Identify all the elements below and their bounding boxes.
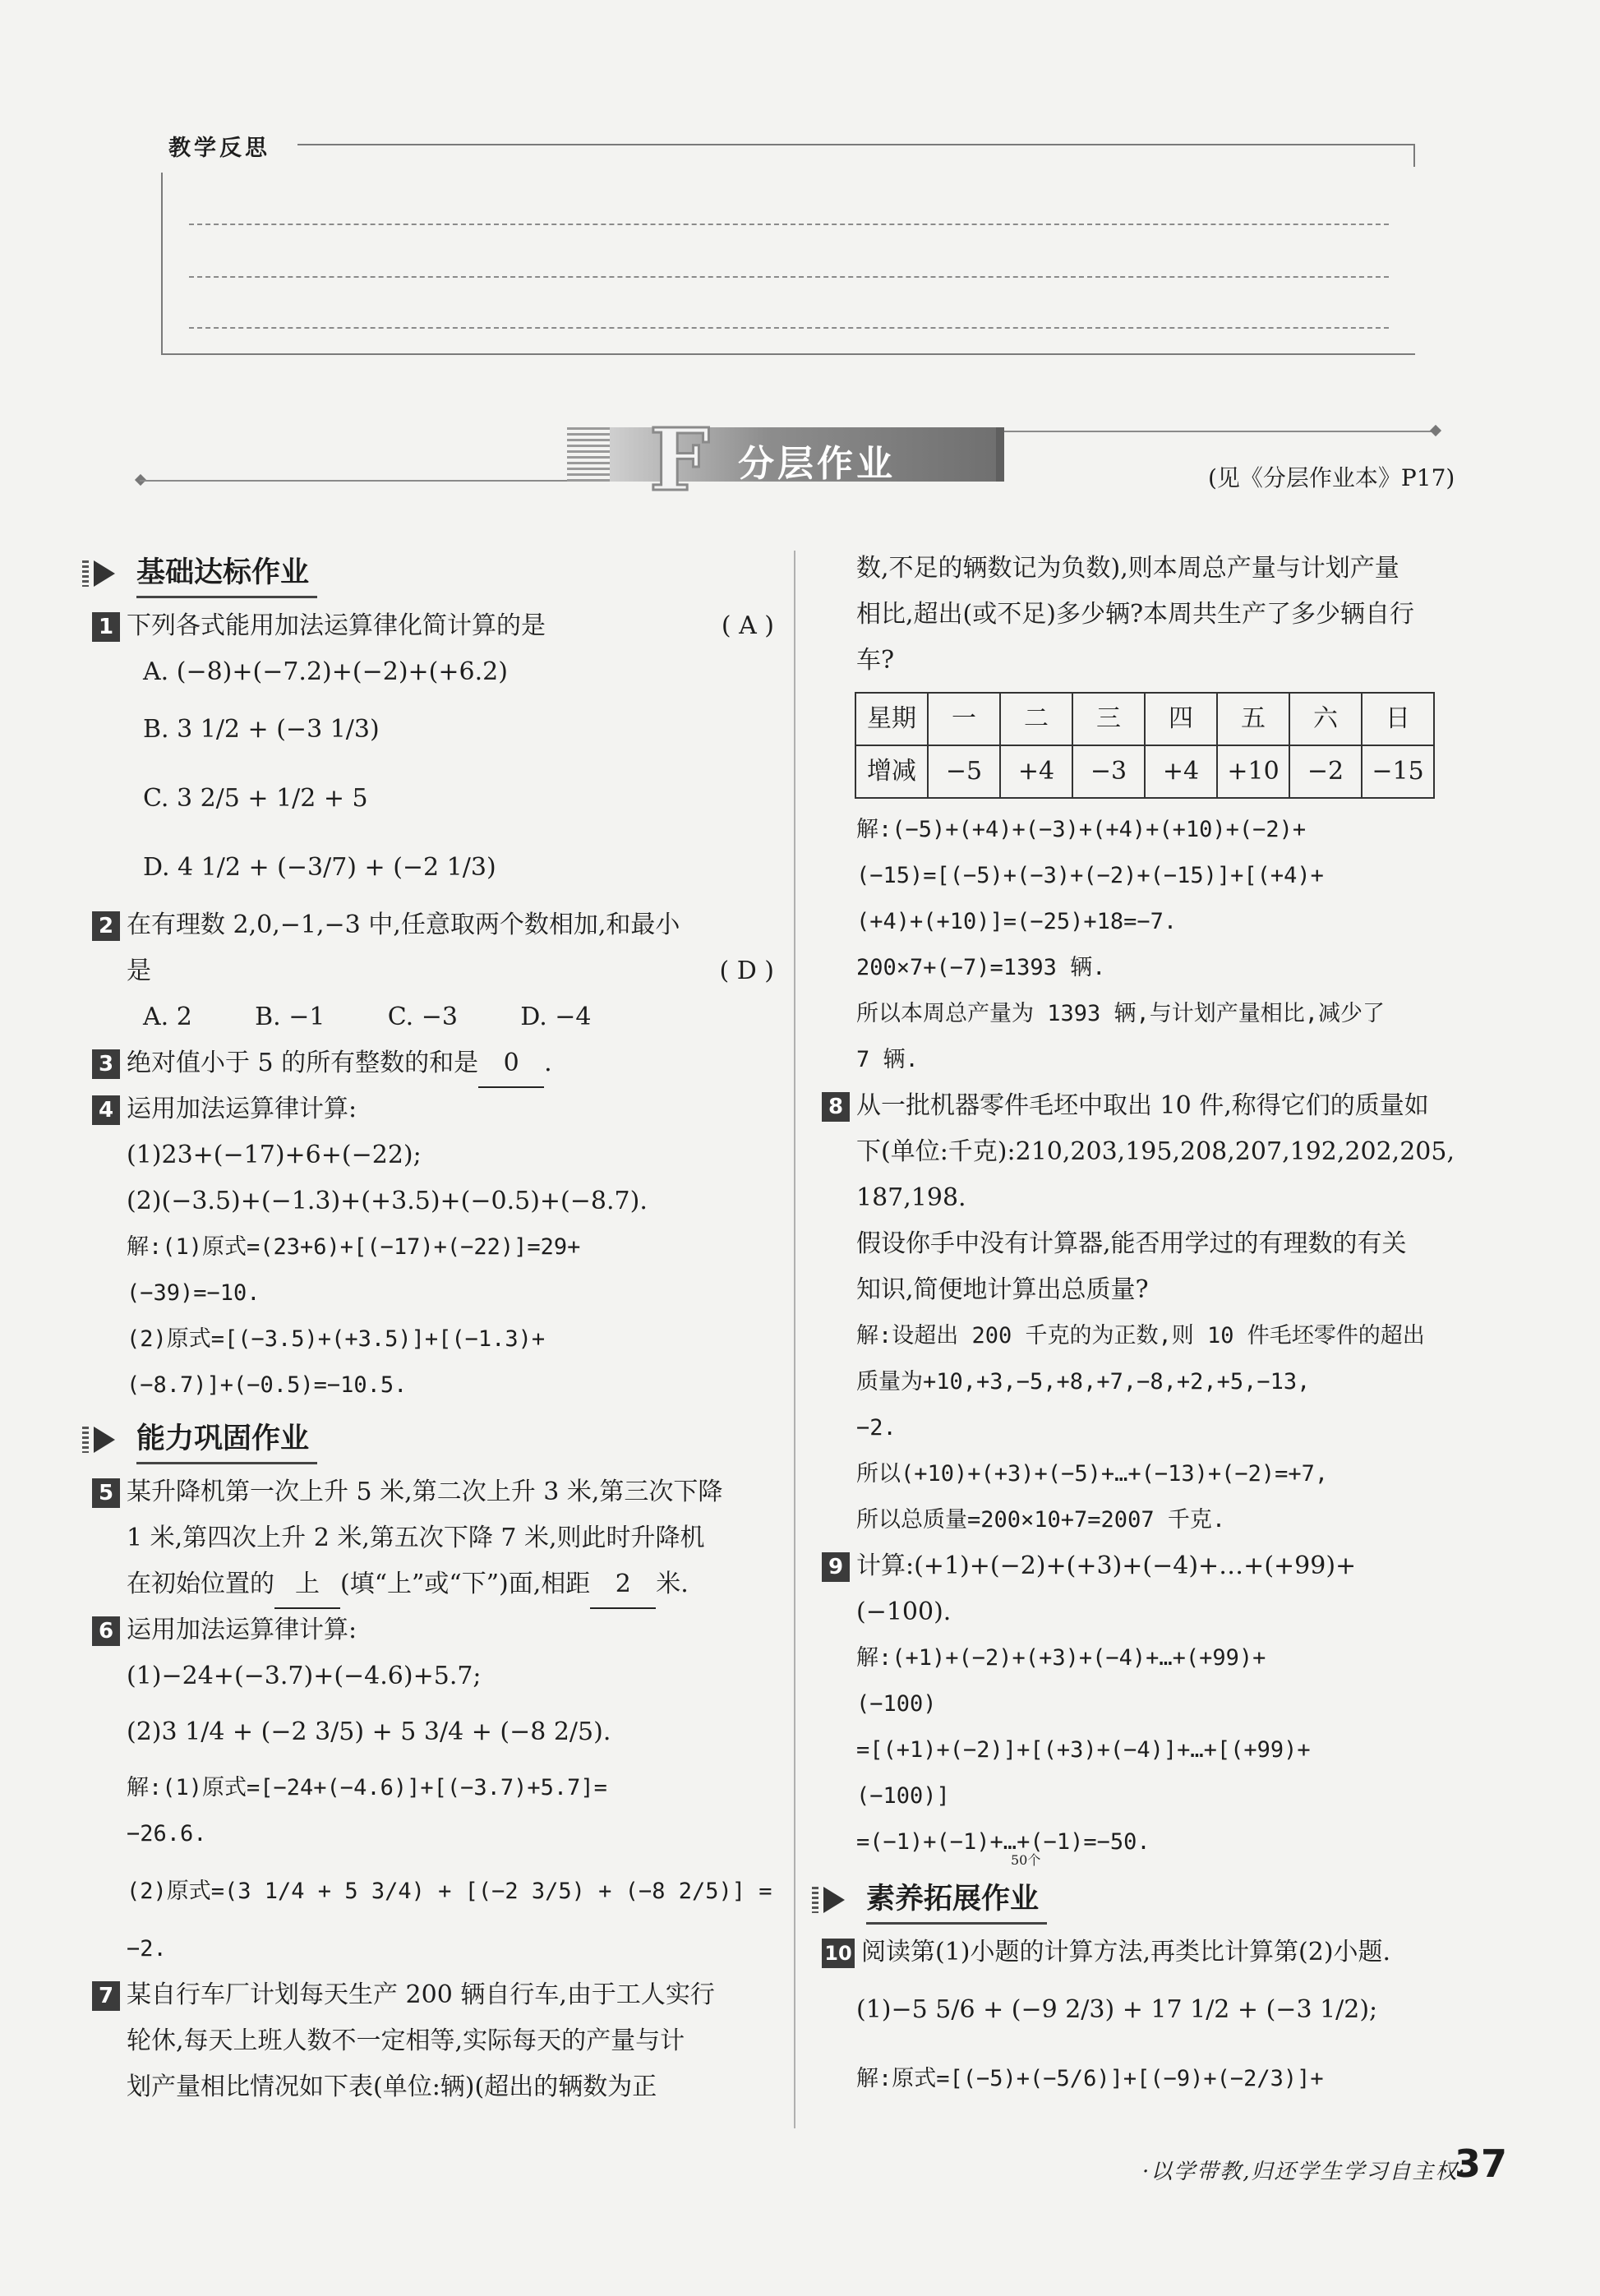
- table-cell: −15: [1362, 745, 1434, 798]
- page-number: 37: [1455, 2142, 1508, 2186]
- question-stem: 下(单位:千克):210,203,195,208,207,192,202,205,: [856, 1137, 1455, 1166]
- table-cell: 星期: [855, 693, 928, 745]
- question-options: A. 2 B. −1 C. −3 D. −4: [143, 1003, 592, 1031]
- option-c: C. 3 2/5 + 1/2 + 5: [143, 784, 368, 813]
- question-1: [92, 603, 774, 649]
- solution-line: 解:(+1)+(−2)+(+3)+(−4)+…+(+99)+: [856, 1645, 1266, 1671]
- question-stem: 在初始位置的: [127, 1570, 274, 1598]
- data-table: [855, 692, 1435, 799]
- table-row: [855, 693, 1434, 745]
- question-9: [822, 1543, 1496, 1589]
- solution-line: (−39)=−10.: [127, 1280, 261, 1306]
- reflection-line: [189, 327, 1389, 329]
- solution-line: 解:(1)原式=[−24+(−4.6)]+[(−3.7)+5.7]=: [127, 1775, 607, 1800]
- section-title: 基础达标作业: [136, 550, 317, 598]
- solution-line: 200×7+(−7)=1393 辆.: [856, 955, 1106, 980]
- question-stem: 知识,简便地计算出总质量?: [856, 1275, 1149, 1304]
- question-stem: 数,不足的辆数记为负数),则本周总产量与计划产量: [856, 554, 1399, 583]
- banner-end-bar: [996, 427, 1004, 482]
- sub-problem: (1)23+(−17)+6+(−22);: [127, 1141, 422, 1169]
- question-7: [92, 1972, 774, 2018]
- solution-line: 所以总质量=200×10+7=2007 千克.: [856, 1507, 1226, 1533]
- question-number: 2: [92, 911, 120, 941]
- section-title: 能力巩固作业: [136, 1416, 317, 1464]
- question-5-line3: [127, 1561, 774, 1607]
- banner-rule-left: [140, 480, 616, 482]
- table-cell: 五: [1217, 693, 1289, 745]
- question-stem: 运用加法运算律计算:: [127, 1616, 357, 1644]
- table-cell: 一: [928, 693, 1000, 745]
- solution-line: 所以(+10)+(+3)+(−5)+…+(−13)+(−2)=+7,: [856, 1461, 1329, 1487]
- answer-blank: 上: [274, 1561, 340, 1609]
- reflection-line: [189, 276, 1389, 278]
- table-cell: +4: [1145, 745, 1217, 798]
- table-cell: 四: [1145, 693, 1217, 745]
- question-stem: 阅读第(1)小题的计算方法,再类比计算第(2)小题.: [861, 1938, 1391, 1966]
- solution-line: 解:原式=[(−5)+(−5/6)]+[(−9)+(−2/3)]+: [856, 2066, 1324, 2091]
- question-5: [92, 1469, 774, 1515]
- question-stem: 从一批机器零件毛坯中取出 10 件,称得它们的质量如: [856, 1091, 1429, 1120]
- reflection-rule: [297, 144, 1415, 145]
- question-stem: 在有理数 2,0,−1,−3 中,任意取两个数相加,和最小: [127, 911, 680, 939]
- section-ability: [82, 1413, 774, 1466]
- question-2-line2: [127, 948, 774, 994]
- question-stem: 米.: [656, 1570, 689, 1598]
- table-cell: +10: [1217, 745, 1289, 798]
- solution-line: 7 辆.: [856, 1047, 919, 1072]
- banner-stripes: [567, 427, 616, 482]
- question-number: 3: [92, 1049, 120, 1079]
- table-cell: −5: [928, 745, 1000, 798]
- question-number: 5: [92, 1478, 120, 1508]
- question-stem: 187,198.: [856, 1183, 966, 1212]
- section-literacy: [812, 1874, 1496, 1926]
- solution-line: (2)原式=[(−3.5)+(+3.5)]+[(−1.3)+: [127, 1326, 546, 1352]
- question-stem: 1 米,第四次上升 2 米,第五次下降 7 米,则此时升降机: [127, 1524, 705, 1552]
- reflection-frame-left: [161, 173, 163, 353]
- question-stem: 车?: [856, 646, 895, 675]
- reflection-title: 教学反思: [168, 136, 270, 161]
- reflection-rule-end: [1413, 144, 1415, 167]
- solution-line: (−100): [856, 1691, 937, 1717]
- question-answer: ( A ): [721, 611, 774, 640]
- diamond-icon: [1430, 425, 1441, 436]
- question-stem: 划产量相比情况如下表(单位:辆)(超出的辆数为正: [127, 2072, 657, 2101]
- table-cell: 六: [1289, 693, 1362, 745]
- answer-blank: 2: [590, 1561, 656, 1609]
- punctuation: .: [544, 1049, 552, 1077]
- solution-line: 解:设超出 200 千克的为正数,则 10 件毛坯零件的超出: [856, 1323, 1425, 1349]
- table-cell: −2: [1289, 745, 1362, 798]
- banner-reference: (见《分层作业本》P17): [1208, 464, 1455, 491]
- sub-problem: (1)−5 5/6 + (−9 2/3) + 17 1/2 + (−3 1/2);: [856, 1995, 1378, 2024]
- section-title: 素养拓展作业: [866, 1876, 1047, 1925]
- question-number: 8: [822, 1092, 850, 1122]
- solution-line: −26.6.: [127, 1821, 207, 1846]
- solution-line: (−100)]: [856, 1783, 950, 1809]
- question-stem: (−100).: [856, 1598, 952, 1626]
- question-stem: 下列各式能用加法运算律化简计算的是: [127, 611, 546, 640]
- question-answer: ( D ): [719, 957, 774, 985]
- solution-line: −2.: [127, 1936, 167, 1962]
- option-b: B. 3 1/2 + (−3 1/3): [143, 715, 380, 744]
- question-stem: 相比,超出(或不足)多少辆?本周共生产了多少辆自行: [856, 600, 1415, 629]
- table-cell: −3: [1072, 745, 1145, 798]
- question-number: 4: [92, 1095, 120, 1125]
- sub-problem: (2)(−3.5)+(−1.3)+(+3.5)+(−0.5)+(−8.7).: [127, 1187, 648, 1215]
- question-stem: 是: [127, 957, 151, 985]
- question-number: 1: [92, 612, 120, 642]
- question-stem: 某升降机第一次上升 5 米,第二次上升 3 米,第三次下降: [127, 1478, 723, 1506]
- banner-title: 分层作业: [738, 443, 896, 485]
- brace-note: 50个: [1011, 1852, 1041, 1868]
- question-10: [822, 1929, 1496, 1976]
- question-stem: 轮休,每天上班人数不一定相等,实际每天的产量与计: [127, 2026, 685, 2055]
- question-2: [92, 902, 774, 948]
- question-stem: 某自行车厂计划每天生产 200 辆自行车,由于工人实行: [127, 1980, 715, 2009]
- solution-line: 所以本周总产量为 1393 辆,与计划产量相比,减少了: [856, 1001, 1386, 1026]
- footer-motto: ·以学带教,归还学生学习自主权·: [1142, 2160, 1467, 2184]
- banner-rule-right: [1004, 431, 1432, 432]
- question-4: [92, 1086, 774, 1132]
- column-separator: [794, 551, 795, 2128]
- question-stem: 计算:(+1)+(−2)+(+3)+(−4)+…+(+99)+: [856, 1551, 1357, 1580]
- question-stem: 假设你手中没有计算器,能否用学过的有理数的有关: [856, 1229, 1407, 1258]
- reflection-line: [189, 224, 1389, 225]
- table-cell: 二: [1000, 693, 1072, 745]
- section-arrow-icon: [82, 556, 125, 592]
- solution-line: 解:(1)原式=(23+6)+[(−17)+(−22)]=29+: [127, 1234, 581, 1260]
- option-d: D. 4 1/2 + (−3/7) + (−2 1/3): [143, 853, 496, 882]
- right-column: [822, 546, 1496, 2114]
- section-arrow-icon: [82, 1422, 125, 1458]
- solution-line: 解:(−5)+(+4)+(−3)+(+4)+(+10)+(−2)+: [856, 817, 1307, 842]
- solution-line: −2.: [856, 1415, 897, 1441]
- table-cell: 三: [1072, 693, 1145, 745]
- solution-line: (−15)=[(−5)+(−3)+(−2)+(−15)]+[(+4)+: [856, 863, 1324, 888]
- banner-letter: F: [649, 409, 710, 510]
- answer-blank: 0: [478, 1040, 544, 1088]
- reflection-frame-bottom: [161, 353, 1415, 355]
- question-stem: 绝对值小于 5 的所有整数的和是: [127, 1049, 479, 1077]
- question-number: 9: [822, 1552, 850, 1582]
- table-cell: 日: [1362, 693, 1434, 745]
- solution-line: (2)原式=(3 1/4 + 5 3/4) + [(−2 3/5) + (−8 2/5)] =: [127, 1879, 772, 1904]
- sub-problem: (1)−24+(−3.7)+(−4.6)+5.7;: [127, 1662, 482, 1690]
- solution-line: =[(+1)+(−2)]+[(+3)+(−4)]+…+[(+99)+: [856, 1737, 1311, 1763]
- table-row: [855, 745, 1434, 798]
- question-3: [92, 1040, 774, 1086]
- question-6: [92, 1607, 774, 1653]
- left-column: [92, 542, 774, 2110]
- solution-line: =(−1)+(−1)+…+(−1)=−50.: [856, 1829, 1150, 1855]
- table-cell: 增减: [855, 745, 928, 798]
- sub-problem: (2)3 1/4 + (−2 3/5) + 5 3/4 + (−8 2/5).: [127, 1717, 611, 1746]
- solution-line: 质量为+10,+3,−5,+8,+7,−8,+2,+5,−13,: [856, 1369, 1311, 1395]
- section-basic: [82, 547, 774, 600]
- question-stem: 运用加法运算律计算:: [127, 1095, 357, 1123]
- question-number: 10: [822, 1939, 855, 1968]
- solution-line: (−8.7)]+(−0.5)=−10.5.: [127, 1372, 408, 1398]
- section-arrow-icon: [812, 1882, 855, 1918]
- question-number: 6: [92, 1616, 120, 1646]
- option-a: A. (−8)+(−7.2)+(−2)+(+6.2): [143, 657, 508, 686]
- question-number: 7: [92, 1981, 120, 2011]
- solution-line: (+4)+(+10)]=(−25)+18=−7.: [856, 909, 1178, 934]
- table-cell: +4: [1000, 745, 1072, 798]
- question-8: [822, 1083, 1496, 1129]
- question-stem: (填“上”或“下”)面,相距: [340, 1570, 591, 1598]
